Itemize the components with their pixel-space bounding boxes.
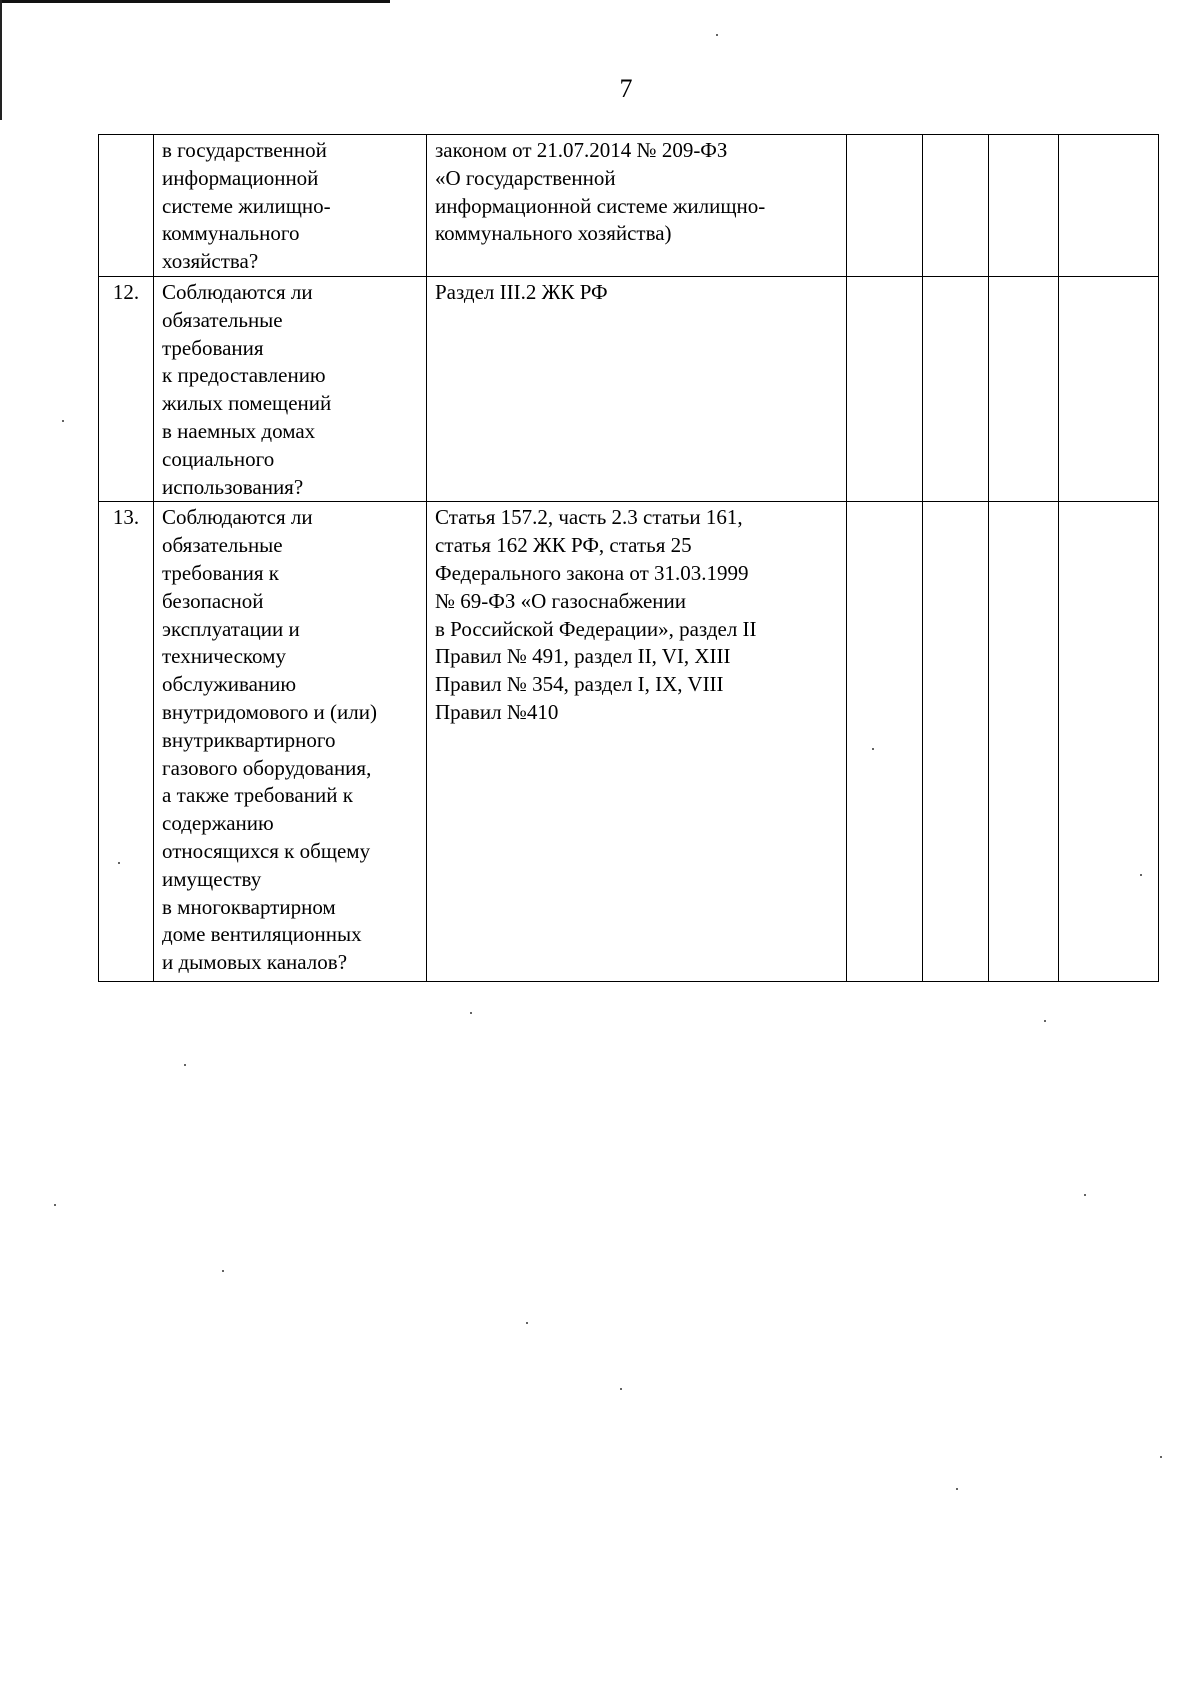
scan-speck bbox=[1160, 1456, 1162, 1458]
scan-speck bbox=[716, 34, 718, 36]
scan-speck bbox=[1140, 874, 1142, 876]
row-number bbox=[99, 135, 154, 277]
scan-speck bbox=[118, 862, 120, 864]
scan-speck bbox=[222, 1270, 224, 1272]
scan-speck bbox=[184, 1064, 186, 1066]
notes-cell bbox=[1059, 135, 1159, 277]
requirement-question: в государственной информационной системе жилищно- коммунального хозяйства? bbox=[154, 135, 427, 277]
scan-speck bbox=[62, 420, 64, 422]
scan-speck bbox=[620, 1388, 622, 1390]
answer-cell-yes bbox=[847, 277, 923, 502]
answer-cell-no bbox=[923, 277, 989, 502]
row-number: 12. bbox=[99, 277, 154, 502]
answer-cell-na bbox=[989, 277, 1059, 502]
requirement-question: Соблюдаются ли обязательные требования к предоставлению жилых помещений в наемных домах социального использования? bbox=[154, 277, 427, 502]
answer-cell-na bbox=[989, 135, 1059, 277]
answer-cell-no bbox=[923, 135, 989, 277]
notes-cell bbox=[1059, 277, 1159, 502]
row-number: 13. bbox=[99, 502, 154, 982]
legal-reference: законом от 21.07.2014 № 209-ФЗ «О государственной информационной системе жилищно- коммунального хозяйства) bbox=[427, 135, 847, 277]
page-number: 7 bbox=[619, 74, 633, 103]
answer-cell-no bbox=[923, 502, 989, 982]
table-row bbox=[99, 502, 1159, 982]
scan-speck bbox=[1044, 1020, 1046, 1022]
legal-reference: Раздел III.2 ЖК РФ bbox=[427, 277, 847, 502]
table-row bbox=[99, 277, 1159, 502]
table-row bbox=[99, 135, 1159, 277]
answer-cell-yes bbox=[847, 502, 923, 982]
scan-speck bbox=[526, 1322, 528, 1324]
notes-cell bbox=[1059, 502, 1159, 982]
scan-speck bbox=[470, 1012, 472, 1014]
scan-speck bbox=[872, 748, 874, 750]
answer-cell-na bbox=[989, 502, 1059, 982]
scan-speck bbox=[1084, 1194, 1086, 1196]
checklist-table bbox=[98, 134, 1159, 982]
scan-speck bbox=[54, 1204, 56, 1206]
requirement-question: Соблюдаются ли обязательные требования к безопасной эксплуатации и техническому обслуживанию внутридомового и (или) внутриквартирного газового оборудования, а также требований к содержанию относящихся к общему имуществу в многоквартирном доме вентиляционных и дымовых каналов? bbox=[154, 502, 427, 982]
legal-reference: Статья 157.2, часть 2.3 статьи 161, статья 162 ЖК РФ, статья 25 Федерального закона от 31.03.1999 № 69-ФЗ «О газоснабжении в Российской Федерации», раздел II Правил № 491, раздел II, VI, XIII Правил № 354, раздел I, IX, VIII Правил №410 bbox=[427, 502, 847, 982]
answer-cell-yes bbox=[847, 135, 923, 277]
scan-speck bbox=[956, 1488, 958, 1490]
scan-edge-top bbox=[0, 0, 390, 3]
